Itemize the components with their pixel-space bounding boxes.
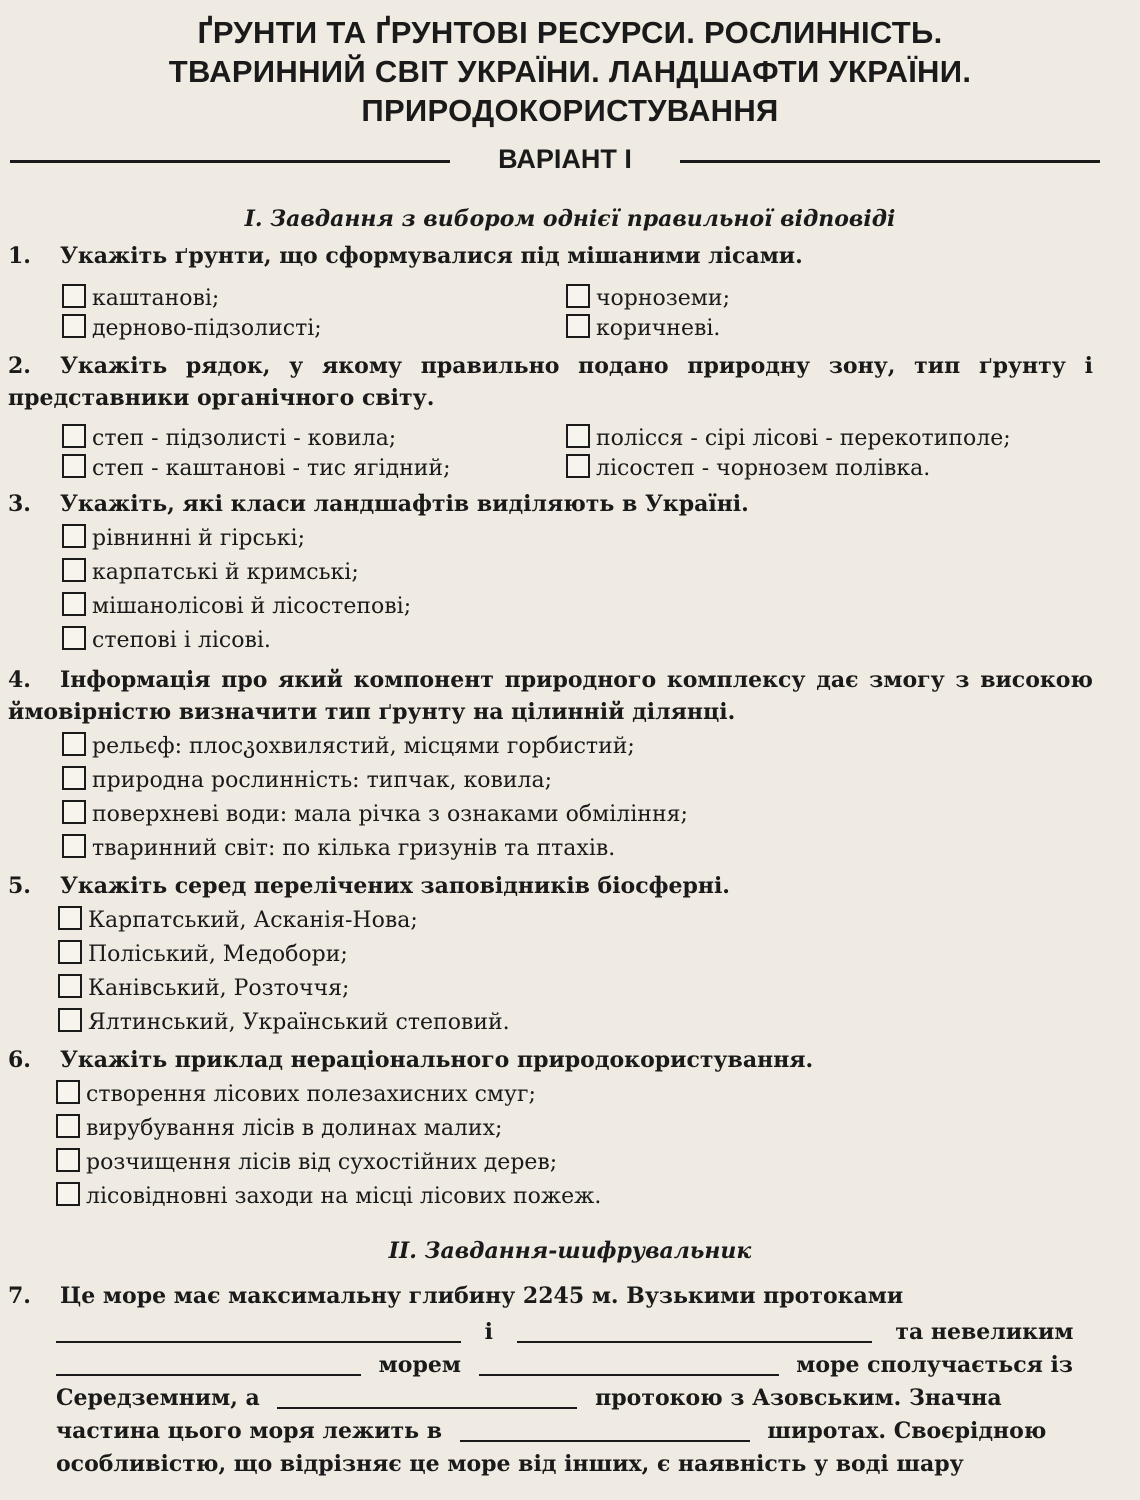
checkbox[interactable] bbox=[62, 834, 86, 858]
option-label: коричневі. bbox=[596, 316, 721, 341]
checkbox[interactable] bbox=[56, 1148, 80, 1172]
option-label: розчищення лісів від сухостійних дерев; bbox=[86, 1150, 558, 1175]
q6-option-b[interactable] bbox=[56, 1114, 502, 1144]
q5-option-b[interactable] bbox=[58, 940, 348, 970]
title-line-1: ҐРУНТИ ТА ҐРУНТОВІ РЕСУРСИ. РОСЛИННІСТЬ. bbox=[197, 15, 943, 50]
question-3 bbox=[8, 488, 1093, 520]
question-5 bbox=[8, 870, 1093, 902]
question-text: Укажіть рядок, у якому правильно подано природну зону, тип ґрунту і представники органічного світу. bbox=[8, 353, 1093, 411]
checkbox[interactable] bbox=[62, 732, 86, 756]
option-label: мішанолісові й лісостепові; bbox=[92, 594, 412, 619]
question-4 bbox=[8, 664, 1093, 728]
option-label: лісовідновні заходи на місці лісових пожеж. bbox=[86, 1184, 602, 1209]
question-number: 1. bbox=[8, 243, 31, 269]
checkbox[interactable] bbox=[56, 1114, 80, 1138]
option-label: степові і лісові. bbox=[92, 628, 271, 653]
option-label: степ - каштанові - тис ягідний; bbox=[92, 456, 451, 481]
section-title-2: ІІ. Завдання-шифрувальник bbox=[388, 1238, 752, 1264]
q7-text: широтах. Своєрідною bbox=[767, 1418, 1047, 1444]
q5-option-d[interactable] bbox=[58, 1008, 510, 1038]
q3-option-b[interactable] bbox=[62, 558, 359, 588]
option-label: поверхневі води: мала річка з ознаками обміління; bbox=[92, 802, 688, 827]
checkbox[interactable] bbox=[58, 974, 82, 998]
answer-blank[interactable] bbox=[517, 1319, 872, 1343]
option-label: каштанові; bbox=[92, 286, 220, 311]
question-7-line-4 bbox=[56, 1382, 1093, 1415]
variant-rule-left bbox=[10, 160, 450, 163]
option-label: Карпатський, Асканія-Нова; bbox=[88, 908, 418, 933]
checkbox[interactable] bbox=[62, 800, 86, 824]
q3-option-d[interactable] bbox=[62, 626, 271, 656]
q4-option-b[interactable] bbox=[62, 766, 552, 796]
q3-option-a[interactable] bbox=[62, 524, 305, 554]
question-text: Укажіть ґрунти, що сформувалися під мішаними лісами. bbox=[60, 243, 803, 269]
checkbox[interactable] bbox=[62, 524, 86, 548]
q2-option-d[interactable] bbox=[566, 454, 930, 484]
answer-blank[interactable] bbox=[56, 1352, 361, 1376]
question-number: 3. bbox=[8, 491, 31, 517]
checkbox[interactable] bbox=[58, 906, 82, 930]
q6-option-a[interactable] bbox=[56, 1080, 536, 1110]
option-label: полісся - сірі лісові - перекотиполе; bbox=[596, 426, 1011, 451]
option-label: Канівський, Розточчя; bbox=[88, 976, 350, 1001]
option-label: вирубування лісів в долинах малих; bbox=[86, 1116, 503, 1141]
q2-option-a[interactable] bbox=[62, 424, 396, 454]
option-label: тваринний світ: по кілька гризунів та птахів. bbox=[92, 836, 616, 861]
variant-header bbox=[10, 144, 1100, 178]
title-line-3: ПРИРОДОКОРИСТУВАННЯ bbox=[361, 93, 779, 128]
answer-blank[interactable] bbox=[479, 1352, 779, 1376]
answer-blank[interactable] bbox=[56, 1319, 461, 1343]
q7-text: Це море має максимальну глибину 2245 м. Вузькими протоками bbox=[60, 1283, 904, 1309]
checkbox[interactable] bbox=[62, 626, 86, 650]
checkbox[interactable] bbox=[62, 284, 86, 308]
checkbox[interactable] bbox=[58, 940, 82, 964]
q1-option-a[interactable] bbox=[62, 284, 219, 314]
title-line-2: ТВАРИННИЙ СВІТ УКРАЇНИ. ЛАНДШАФТИ УКРАЇНИ. bbox=[168, 54, 972, 89]
q2-option-c[interactable] bbox=[62, 454, 451, 484]
q5-option-c[interactable] bbox=[58, 974, 349, 1004]
question-number: 4. bbox=[8, 667, 31, 693]
question-7-line-6 bbox=[56, 1448, 1093, 1481]
checkbox[interactable] bbox=[566, 454, 590, 478]
q7-text: море сполучається із bbox=[796, 1352, 1073, 1378]
option-label: лісостеп - чорнозем полівка. bbox=[596, 456, 931, 481]
question-number: 5. bbox=[8, 873, 31, 899]
checkbox[interactable] bbox=[566, 424, 590, 448]
checkbox[interactable] bbox=[62, 592, 86, 616]
checkbox[interactable] bbox=[566, 284, 590, 308]
checkbox[interactable] bbox=[62, 424, 86, 448]
option-label: рівнинні й гірські; bbox=[92, 526, 305, 551]
section-title-1: І. Завдання з вибором однієї правильної відповіді bbox=[244, 206, 896, 232]
q7-text: Середземним, а bbox=[56, 1385, 260, 1411]
variant-rule-right bbox=[680, 160, 1100, 163]
option-label: рельєф: плосკохвилястий, місцями горбистий; bbox=[92, 734, 635, 759]
question-2 bbox=[8, 350, 1093, 414]
q1-option-b[interactable] bbox=[566, 284, 730, 314]
q6-option-c[interactable] bbox=[56, 1148, 557, 1178]
variant-label: ВАРІАНТ І bbox=[498, 144, 632, 174]
q7-text: і bbox=[484, 1319, 494, 1345]
q2-option-b[interactable] bbox=[566, 424, 1011, 454]
checkbox[interactable] bbox=[62, 454, 86, 478]
q6-option-d[interactable] bbox=[56, 1182, 601, 1212]
checkbox[interactable] bbox=[566, 314, 590, 338]
q7-text: морем bbox=[378, 1352, 461, 1378]
q7-text: протокою з Азовським. Значна bbox=[595, 1385, 1002, 1411]
question-text: Укажіть, які класи ландшафтів виділяють в Україні. bbox=[60, 491, 749, 517]
q7-text: особливістю, що відрізняє це море від інших, є наявність у воді шару bbox=[56, 1451, 964, 1477]
question-7-line-1 bbox=[8, 1280, 1093, 1313]
question-6 bbox=[8, 1044, 1093, 1076]
question-number: 2. bbox=[8, 353, 31, 379]
question-number: 7. bbox=[8, 1283, 31, 1309]
checkbox[interactable] bbox=[62, 558, 86, 582]
q4-option-a[interactable] bbox=[62, 732, 635, 762]
question-1 bbox=[8, 240, 1093, 272]
question-7-line-3 bbox=[56, 1349, 1093, 1382]
checkbox[interactable] bbox=[62, 314, 86, 338]
q5-option-a[interactable] bbox=[58, 906, 418, 936]
option-label: карпатські й кримські; bbox=[92, 560, 359, 585]
checkbox[interactable] bbox=[56, 1182, 80, 1206]
option-label: природна рослинність: типчак, ковила; bbox=[92, 768, 553, 793]
q4-option-c[interactable] bbox=[62, 800, 688, 830]
answer-blank[interactable] bbox=[460, 1418, 750, 1442]
checkbox[interactable] bbox=[58, 1008, 82, 1032]
option-label: створення лісових полезахисних смуг; bbox=[86, 1082, 536, 1107]
question-text: Інформація про який компонент природного комплексу дає змогу з високою ймовірністю визначити тип ґрунту на цілинній ділянці. bbox=[8, 667, 1093, 725]
option-label: чорноземи; bbox=[596, 286, 730, 311]
checkbox[interactable] bbox=[56, 1080, 80, 1104]
answer-blank[interactable] bbox=[277, 1385, 577, 1409]
question-7-line-5 bbox=[56, 1415, 1093, 1448]
question-text: Укажіть приклад нераціонального природокористування. bbox=[60, 1047, 814, 1073]
option-label: степ - підзолисті - ковила; bbox=[92, 426, 397, 451]
option-label: Ялтинський, Український степовий. bbox=[88, 1010, 510, 1035]
question-text: Укажіть серед перелічених заповідників біосферні. bbox=[60, 873, 730, 899]
option-label: дерново-підзолисті; bbox=[92, 316, 322, 341]
option-label: Поліський, Медобори; bbox=[88, 942, 348, 967]
checkbox[interactable] bbox=[62, 766, 86, 790]
question-7-line-2 bbox=[56, 1316, 1093, 1349]
q3-option-c[interactable] bbox=[62, 592, 411, 622]
q7-text: частина цього моря лежить в bbox=[56, 1418, 443, 1444]
q1-option-d[interactable] bbox=[566, 314, 720, 344]
question-number: 6. bbox=[8, 1047, 31, 1073]
q4-option-d[interactable] bbox=[62, 834, 615, 864]
q7-text: та невеликим bbox=[895, 1319, 1074, 1345]
q1-option-c[interactable] bbox=[62, 314, 322, 344]
